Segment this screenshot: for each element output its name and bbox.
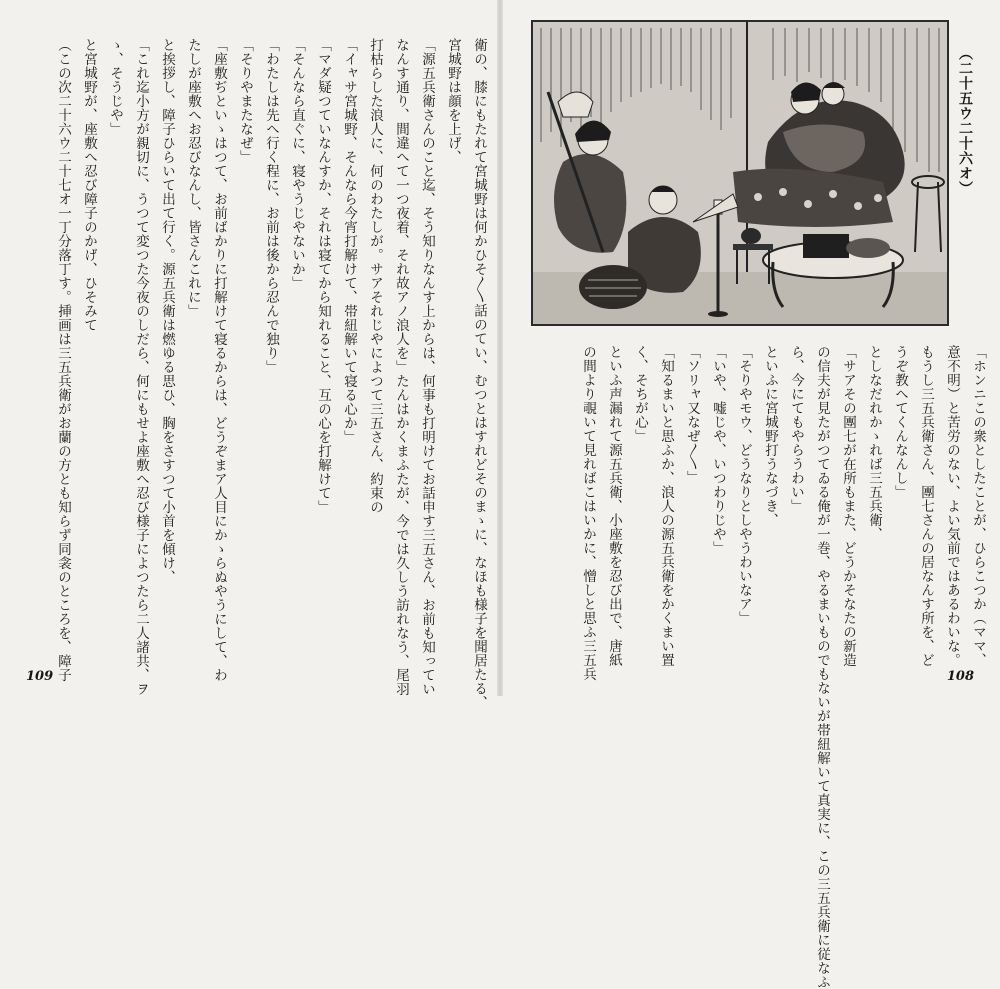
illustration-drawing [533,22,947,324]
text-column: く、そちが心」 [632,345,648,443]
text-column: 意不明）と苦労のない、よい気前ではあるわいな。 [944,345,960,667]
text-column: ら、今にてもやらうわい」 [788,345,804,513]
text-column: 「いや、嘘じや、いつわりじや」 [710,345,726,555]
text-column: たしが座敷へお忍びなんし、皆さんこれに」 [185,38,201,318]
text-column: 「座敷ぢといゝはつて、お前ばかりに打解けて寝るからは、どうぞまア人目にかゝらぬやうにして、わ [211,38,227,682]
text-column: としなだれかゝれば三五兵衛、 [866,345,882,541]
text-column: といふ声漏れて源五兵衛、小座敷を忍び出で、唐紙 [606,345,622,667]
text-column: の間より覗いて見ればこはいかに、憎しと思ふ三五兵 [580,345,596,681]
right-page [503,0,1000,989]
text-column: 「わたしは先へ行く程に、お前は後から忍んで独り」 [263,38,279,374]
text-column: 「サアその團七が在所もまた、どうかそなたの新造 [840,345,856,667]
page-number: 109 [26,669,54,684]
text-column: 「ホンニこの衆としたことが、ひらこつか（ママ、 [970,345,986,667]
illustration-caption: （二十五ウ二十六オ） [957,46,973,196]
text-column: 「そりやまたなぜ」 [237,38,253,164]
left-page [0,0,497,710]
text-column: 「そりやモウ、どうなりとしやうわいなア」 [736,345,752,625]
text-column: 「源五兵衛さんのこと迄、そう知りなんす上からは、何事も打明けてお話申す三五さん、お前も知ってい [419,38,435,696]
page-number: 108 [946,669,974,684]
text-column: 「ソリャ又なぜ〳〵」 [684,345,700,485]
text-column: といふに宮城野打うなづき、 [762,345,778,527]
text-column: と宮城野が、座敷へ忍び障子のかげ、ひそみて [81,38,97,332]
text-column: と挨拶し、障子ひらいて出て行く。源五兵衛は燃ゆる思ひ、胸をさすつて小首を傾け、 [159,38,175,584]
text-column: もうし三五兵衛さん、團七さんの居なんす所を、ど [918,345,934,667]
text-column: （この次二十六ウ二十七オ一丁分落丁す。挿画は三五兵衛がお蘭の方とも知らず同衾のところを、障子 [55,38,71,682]
text-column: 「そんなら直ぐに、寝やうじやないか」 [289,38,305,290]
text-column: ゝ、そうじや」 [107,38,123,136]
text-column: うぞ教へてくんなんし」 [892,345,908,499]
text-column: 打枯らした浪人に、何のわたしが。サアそれじやによつて三五さん、約束の [367,38,383,514]
text-column: 「知るまいと思ふか、浪人の源五兵衛をかくまい置 [658,345,674,667]
text-column: 宮城野は顔を上げ、 [445,38,461,164]
text-column: 「マダ疑つていなんすか、それは寝てから知れること、互の心を打解けて」 [315,38,331,514]
text-column: 衛の、膝にもたれて宮城野は何かひそ〳〵話のてい、むつとはすれどそのまゝに、なほも様子を聞居たる、 [471,38,487,710]
text-column: なんす通り、間違へて一つ夜着、それ故アノ浪人を」たんはかくまふたが、今では久しう訪れなう、尾羽 [393,38,409,696]
woodblock-illustration [531,20,949,326]
text-column: の信夫が見たがつてゐる俺が一巻、やるまいものでもないが帯紐解いて真実に、この三五兵衛に従なふ [814,345,830,989]
text-column: 「これ迄小方が親切に、うつて変つた今夜のしだら、何にもせよ座敷へ忍び様子によつたら二人諸共、ヲ [133,38,149,696]
text-column: 「イャサ宮城野、そんなら今宵打解けて、帯紐解いて寝る心か」 [341,38,357,444]
